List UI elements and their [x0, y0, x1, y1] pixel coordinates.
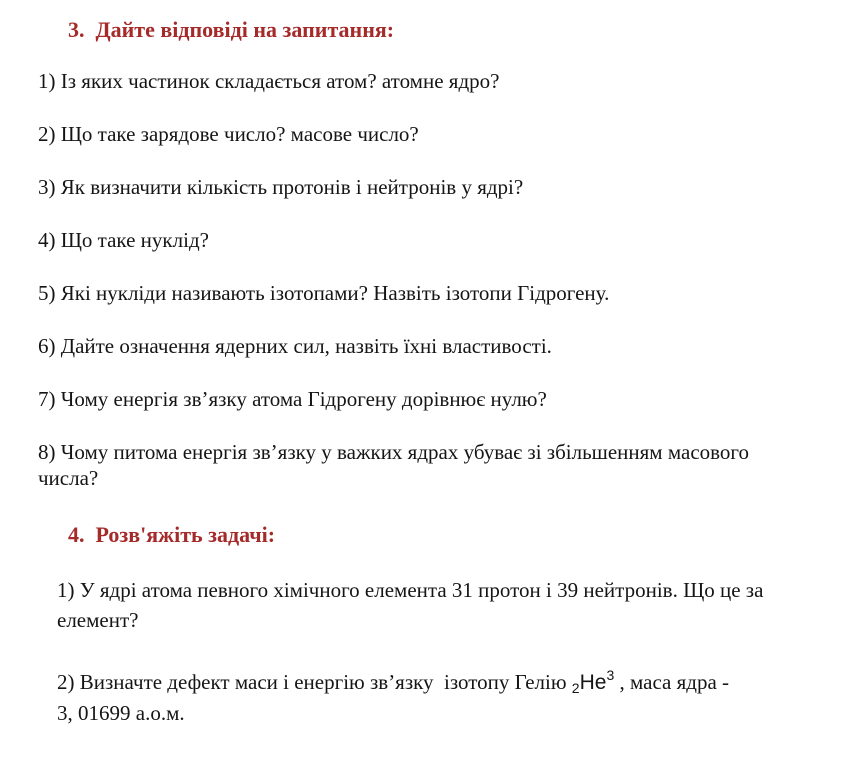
- isotope-mass-number: 3: [606, 667, 615, 683]
- task-2-text-after-isotope: , маса ядра -: [614, 670, 730, 694]
- question-4: 4) Що таке нуклід?: [38, 228, 209, 252]
- task-2-text-before-isotope: 2) Визначте дефект маси і енергію зв’язку ізотопу Гелію: [57, 670, 572, 694]
- question-8: 8) Чому питома енергія зв’язку у важких ядрах убуває зі збільшенням масового числа?: [38, 440, 755, 490]
- question-2: 2) Що таке зарядове число? масове число?: [38, 122, 419, 146]
- question-6: 6) Дайте означення ядерних сил, назвіть їхні властивості.: [38, 334, 552, 358]
- section-3-heading: 3. Дайте відповіді на запитання:: [68, 17, 395, 42]
- section-4-heading: 4. Розв'яжіть задачі:: [68, 522, 276, 547]
- task-2: [57, 667, 817, 728]
- question-7: 7) Чому енергія зв’язку атома Гідрогену дорівнює нулю?: [38, 387, 547, 411]
- isotope-element-symbol: He: [579, 671, 607, 694]
- task-1: 1) У ядрі атома певного хімічного елемента 31 протон і 39 нейтронів. Що це за елемент?: [57, 578, 769, 632]
- question-5: 5) Які нукліди називають ізотопами? Назвіть ізотопи Гідрогену.: [38, 281, 610, 305]
- question-1: 1) Із яких частинок складається атом? атомне ядро?: [38, 69, 500, 93]
- question-3: 3) Як визначити кількість протонів і нейтронів у ядрі?: [38, 175, 524, 199]
- helium-isotope-notation: [571, 667, 615, 696]
- isotope-charge-number: 2: [571, 680, 580, 696]
- task-2-mass-value: 3, 01699 а.о.м.: [57, 701, 185, 725]
